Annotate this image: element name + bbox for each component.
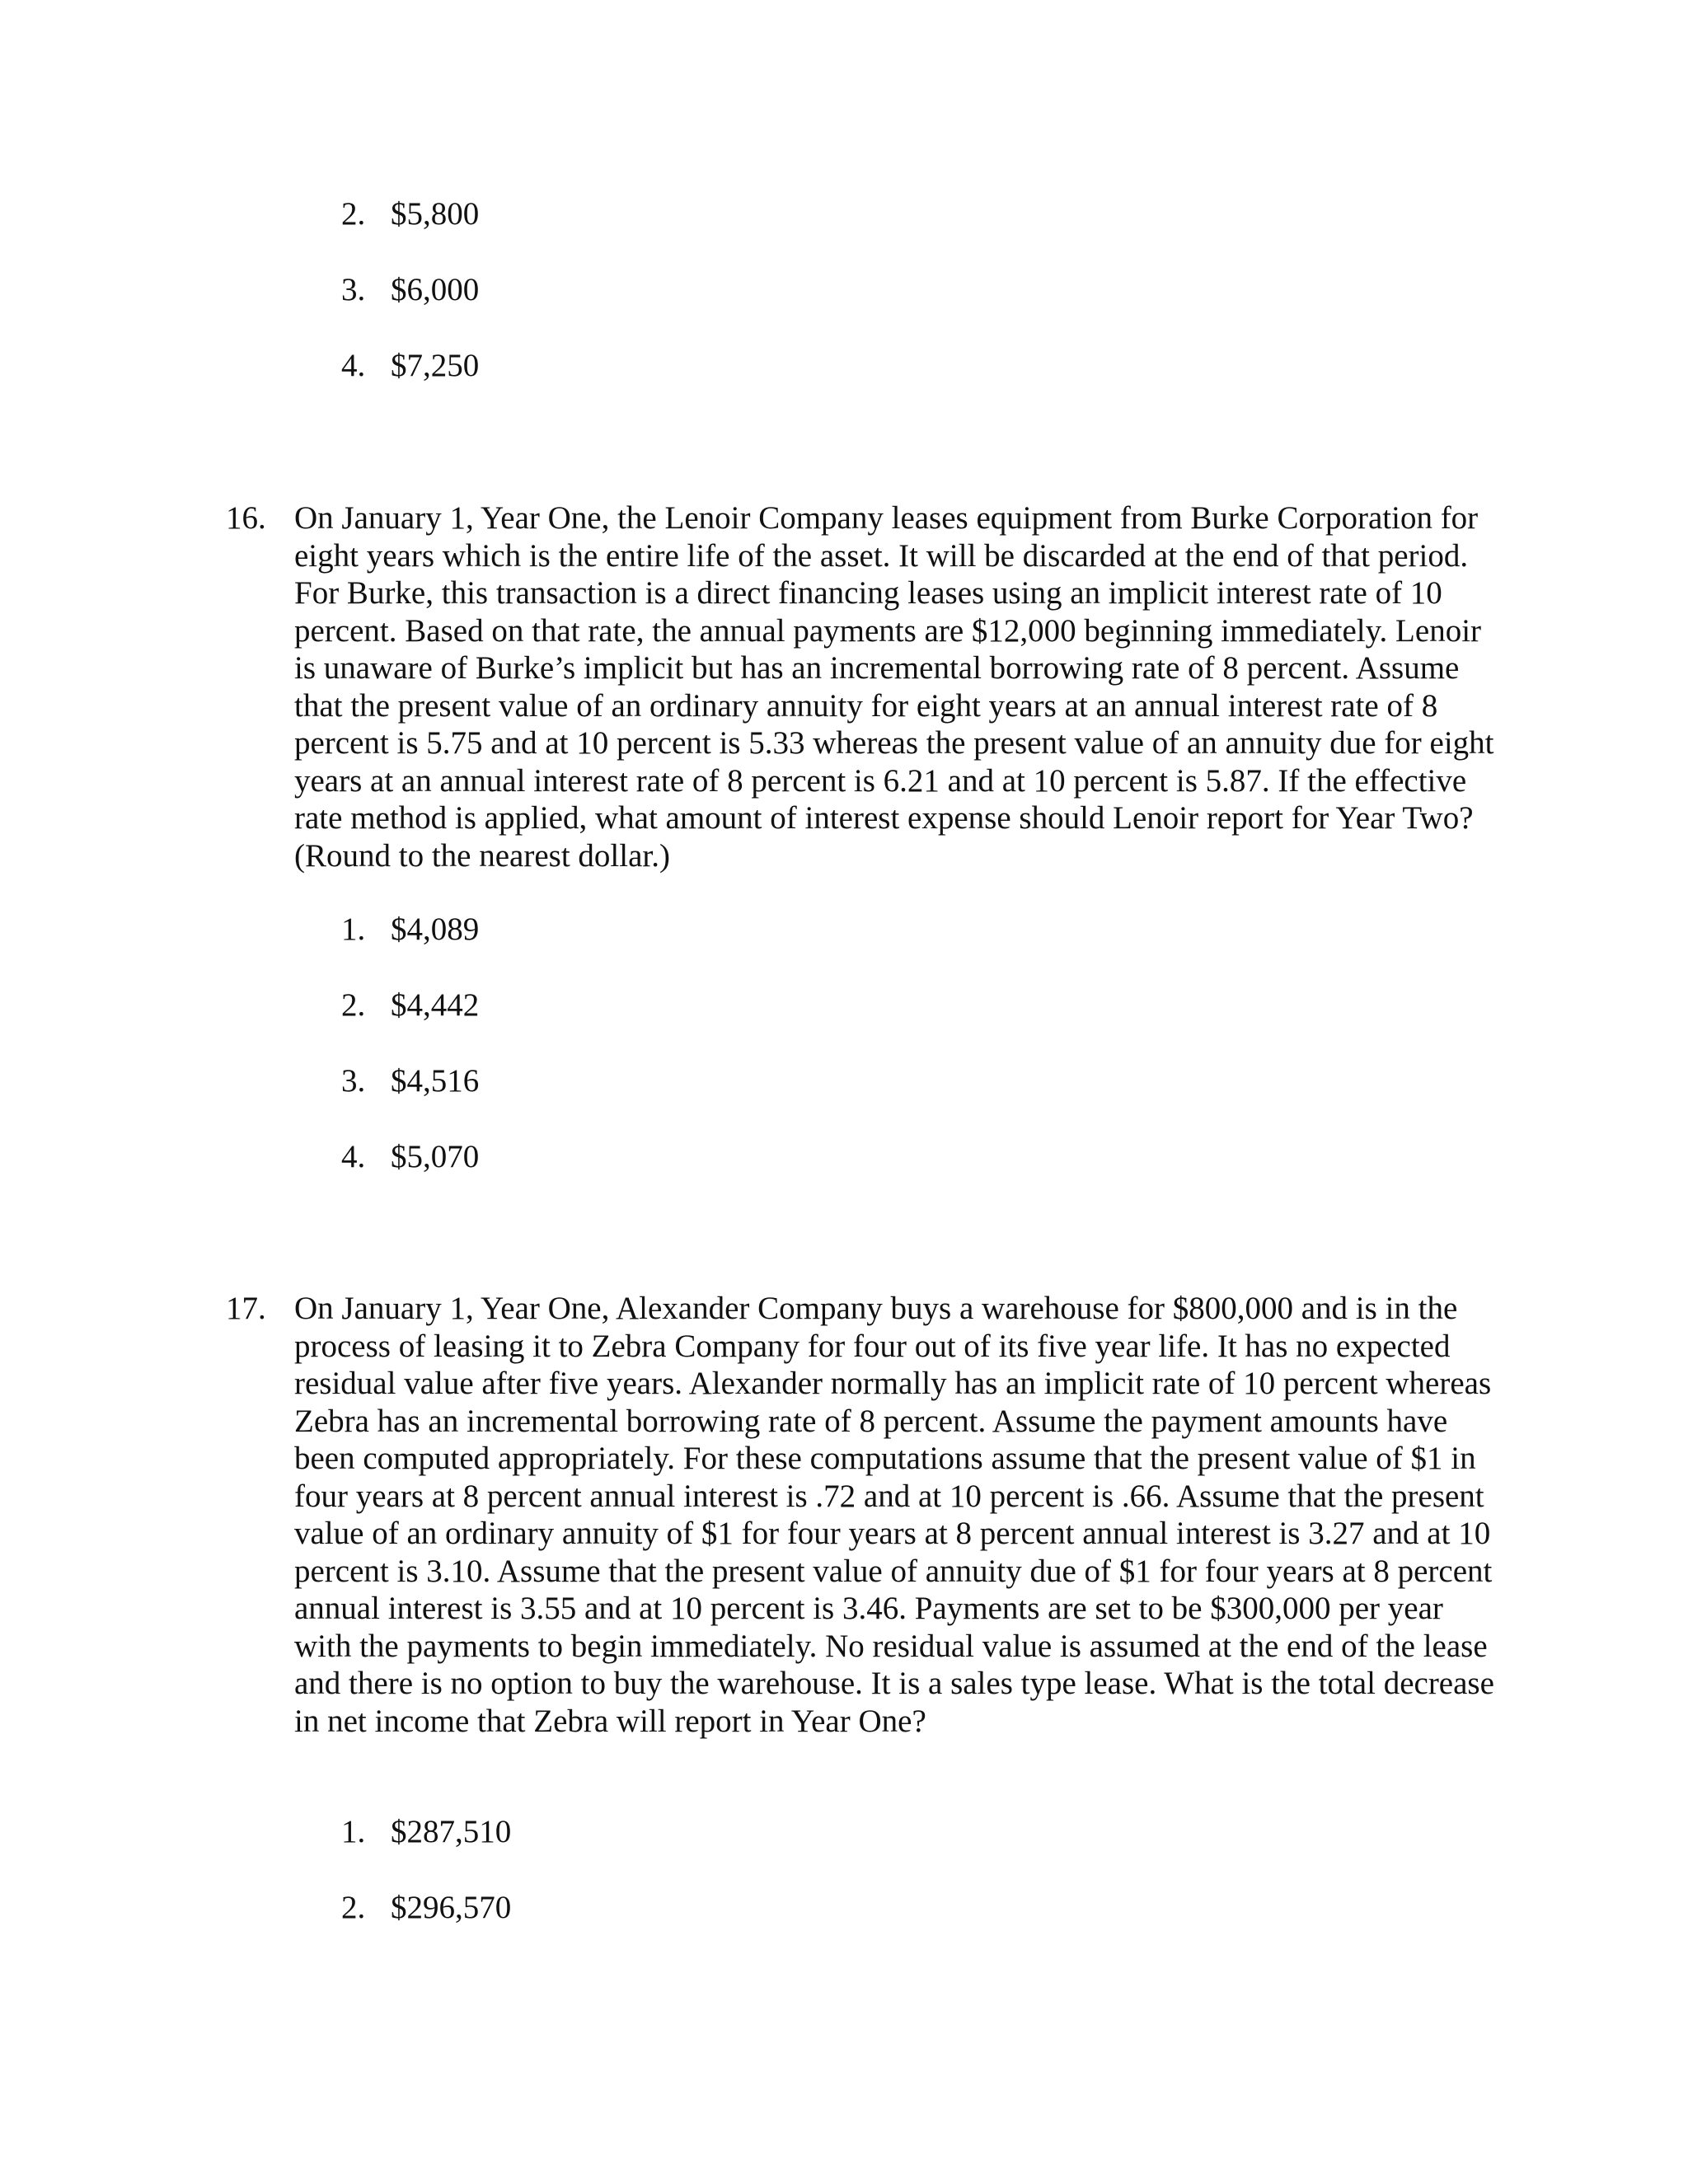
option-text: $5,800 xyxy=(391,196,480,232)
question-text: On January 1, Year One, Alexander Company buys a warehouse for $800,000 and is in the process of leasing it to Zebra Company for four out of its five year life. It has no expected residual value after five years. Alexander normally has an implicit rate of 10 percent whereas Zebra has an incremental borrowing rate of 8 percent. Assume the payment amounts have been computed appropriately. For these computations assume that the present value of $1 in four years at 8 percent annual interest is .72 and at 10 percent is .66. Assume that the present value of an ordinary annuity of $1 for four years at 8 percent annual interest is 3.27 and at 10 percent is 3.10. Assume that the present value of annuity due of $1 for four years at 8 percent annual interest is 3.55 and at 10 percent is 3.46. Payments are set to be $300,000 per year with the payments to begin immediately. No residual value is assumed at the end of the lease and there is no option to buy the warehouse. It is a sales type lease. What is the total decrease in net income that Zebra will report in Year One? xyxy=(294,1291,1494,1739)
option-number: 1. xyxy=(341,1814,366,1849)
answer-option xyxy=(341,1138,479,1176)
option-text: $4,442 xyxy=(391,987,480,1023)
option-number: 1. xyxy=(341,912,366,947)
option-text: $7,250 xyxy=(391,348,480,383)
answer-option xyxy=(341,911,479,949)
option-number: 2. xyxy=(341,987,366,1023)
question-16 xyxy=(226,499,1495,874)
option-text: $5,070 xyxy=(391,1139,480,1174)
question-17 xyxy=(226,1290,1495,1740)
option-number: 4. xyxy=(341,1139,366,1174)
question-text: On January 1, Year One, the Lenoir Company leases equipment from Burke Corporation for eight years which is the entire life of the asset. It will be discarded at the end of that period. For Burke, this transaction is a direct financing leases using an implicit interest rate of 10 percent. Based on that rate, the annual payments are $12,000 beginning immediately. Lenoir is unaware of Burke’s implicit but has an incremental borrowing rate of 8 percent. Assume that the present value of an ordinary annuity for eight years at an annual interest rate of 8 percent is 5.75 and at 10 percent is 5.33 whereas the present value of an annuity due for eight years at an annual interest rate of 8 percent is 6.21 and at 10 percent is 5.87. If the effective rate method is applied, what amount of interest expense should Lenoir report for Year Two? (Round to the nearest dollar.) xyxy=(294,500,1494,874)
option-text: $4,516 xyxy=(391,1063,480,1099)
option-number: 2. xyxy=(341,1890,366,1925)
option-text: $6,000 xyxy=(391,272,480,307)
answer-option xyxy=(341,347,479,385)
option-number: 2. xyxy=(341,196,366,232)
option-number: 3. xyxy=(341,272,366,307)
option-text: $287,510 xyxy=(391,1814,512,1849)
option-number: 4. xyxy=(341,348,366,383)
answer-option xyxy=(341,987,479,1024)
option-number: 3. xyxy=(341,1063,366,1099)
question-number: 16. xyxy=(226,500,266,536)
answer-option xyxy=(341,195,479,233)
question-number: 17. xyxy=(226,1291,266,1326)
option-text: $296,570 xyxy=(391,1890,512,1925)
answer-option xyxy=(341,1062,479,1100)
answer-option xyxy=(341,1813,511,1851)
answer-option xyxy=(341,1889,511,1927)
option-text: $4,089 xyxy=(391,912,480,947)
answer-option xyxy=(341,271,479,309)
